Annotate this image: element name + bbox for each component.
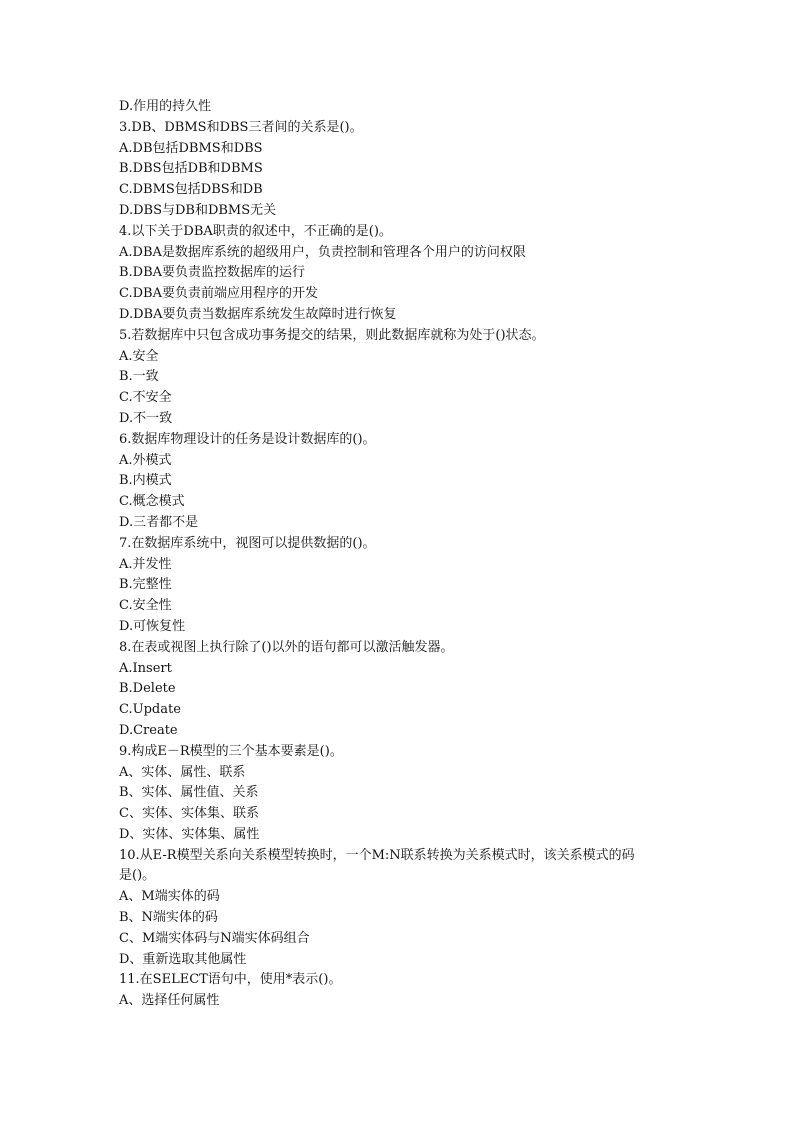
question-line: 11.在SELECT语句中，使用*表示()。: [119, 972, 342, 988]
option-line: B.完整性: [119, 577, 172, 593]
option-line: D、重新选取其他属性: [119, 951, 247, 967]
option-line: A.安全: [119, 348, 159, 364]
option-line: C.概念模式: [119, 494, 185, 510]
question-line: 10.从E-R模型关系向关系模型转换时，一个M:N联系转换为关系模式时，该关系模式的码: [119, 847, 635, 863]
option-line: D.不一致: [119, 410, 173, 426]
option-line: D.DBA要负责当数据库系统发生故障时进行恢复: [119, 306, 397, 322]
question-line: 4.以下关于DBA职责的叙述中，不正确的是()。: [119, 223, 392, 239]
option-line: A.DBA是数据库系统的超级用户，负责控制和管理各个用户的访问权限: [119, 244, 526, 260]
option-line: D.可恢复性: [119, 618, 186, 634]
option-line: B.DBS包括DB和DBMS: [119, 161, 263, 177]
question-line: 9.构成E－R模型的三个基本要素是()。: [119, 743, 343, 759]
option-line: B.DBA要负责监控数据库的运行: [119, 265, 306, 281]
option-line: C.安全性: [119, 598, 172, 614]
question-line: 6.数据库物理设计的任务是设计数据库的()。: [119, 431, 376, 447]
option-line: A.DB包括DBMS和DBS: [119, 140, 263, 156]
option-line: C.不安全: [119, 390, 172, 406]
option-line: B.内模式: [119, 473, 172, 489]
option-line: A、实体、属性、联系: [119, 764, 246, 780]
question-line: 5.若数据库中只包含成功事务提交的结果，则此数据库就称为处于()状态。: [119, 327, 545, 343]
option-line: C.Update: [119, 702, 181, 718]
option-line: D.三者都不是: [119, 514, 199, 530]
question-line: 8.在表或视图上执行除了()以外的语句都可以激活触发器。: [119, 639, 454, 655]
option-line: B、实体、属性值、关系: [119, 785, 259, 801]
option-line: B.一致: [119, 369, 159, 385]
option-line: C.DBMS包括DBS和DB: [119, 182, 263, 198]
option-line: A、M端实体的码: [119, 889, 220, 905]
question-line-continuation: 是()。: [119, 868, 156, 884]
option-line: D.作用的持久性: [119, 99, 212, 114]
option-line: B、N端实体的码: [119, 910, 218, 926]
option-line: A.Insert: [119, 660, 172, 676]
question-line: 7.在数据库系统中，视图可以提供数据的()。: [119, 535, 376, 551]
option-line: A、选择任何属性: [119, 993, 220, 1009]
option-line: C.DBA要负责前端应用程序的开发: [119, 286, 318, 302]
option-line: C、M端实体码与N端实体码组合: [119, 930, 310, 946]
option-line: A.外模式: [119, 452, 172, 468]
option-line: D、实体、实体集、属性: [119, 826, 260, 842]
option-line: C、实体、实体集、联系: [119, 806, 259, 822]
question-line: 3.DB、DBMS和DBS三者间的关系是()。: [119, 119, 363, 135]
option-line: A.并发性: [119, 556, 172, 572]
option-line: B.Delete: [119, 681, 176, 697]
option-line: D.DBS与DB和DBMS无关: [119, 202, 277, 218]
option-line: D.Create: [119, 722, 178, 738]
document-body: [119, 97, 679, 1012]
